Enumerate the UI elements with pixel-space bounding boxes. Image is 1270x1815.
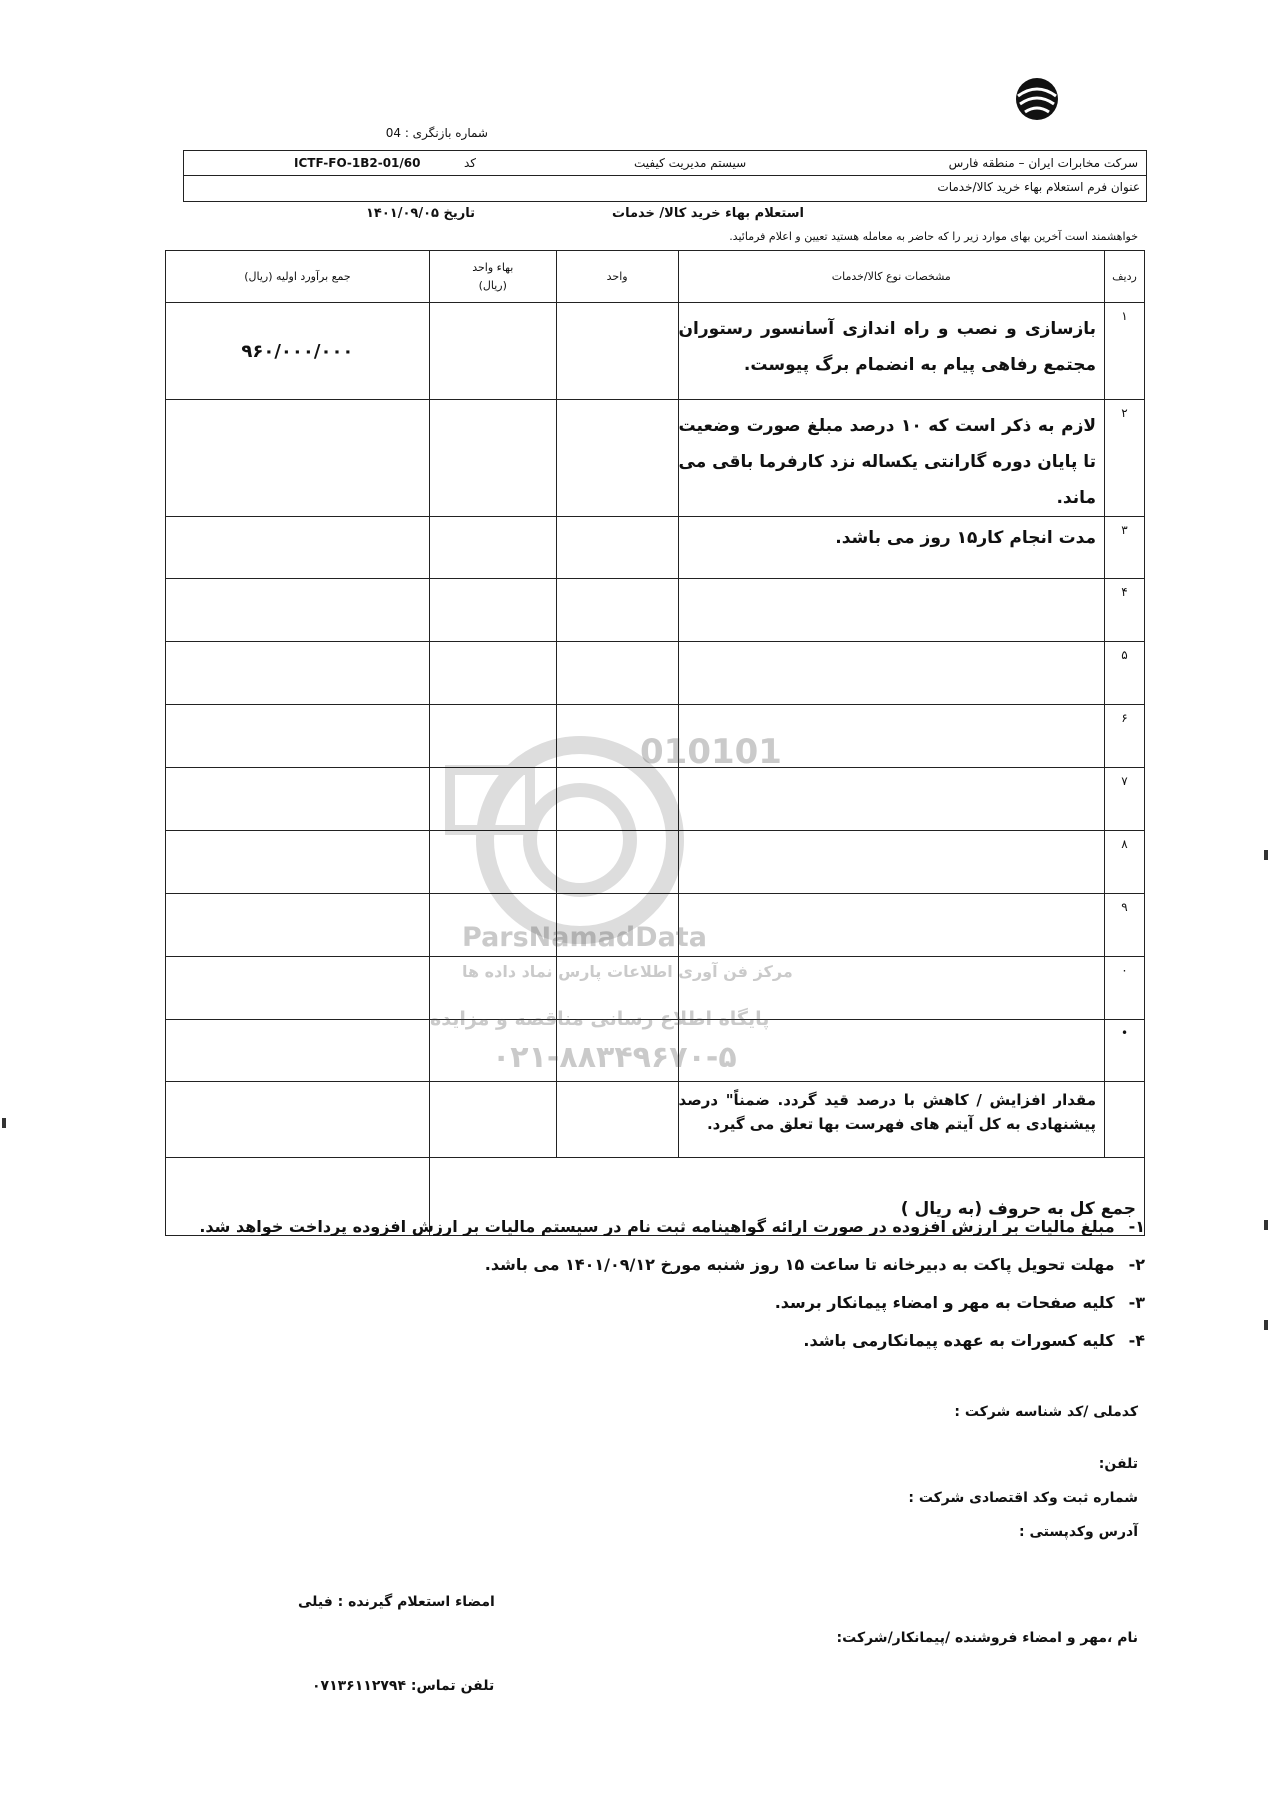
col-unit-price: بهاء واحد (ریال) <box>429 251 556 303</box>
row-description: بازسازی و نصب و راه اندازی آسانسور رستوران مجتمع رفاهی پیام به انضمام برگ پیوست. <box>678 303 1105 400</box>
margin-mark <box>1264 850 1268 860</box>
row-description: مدت انجام کار۱۵ روز می باشد. <box>678 517 1105 579</box>
col-row: ردیف <box>1105 251 1145 303</box>
note-item: ۴-کلیه کسورات به عهده پیمانکارمی باشد. <box>803 1331 1145 1350</box>
watermark-line2: پایگاه اطلاع رسانی مناقصه و مزایده <box>430 1008 770 1030</box>
code-label: کد <box>464 156 477 170</box>
table-row: ۵ <box>166 642 1145 705</box>
company-logo-icon <box>1012 74 1062 124</box>
form-header <box>183 150 1147 202</box>
contact-phone: تلفن تماس: ۰۷۱۳۶۱۱۲۷۹۴ <box>312 1678 495 1694</box>
note-item: ۲-مهلت تحویل پاکت به دبیرخانه تا ساعت ۱۵ روز شنبه مورخ ۱۴۰۱/۰۹/۱۲ می باشد. <box>484 1255 1145 1274</box>
margin-mark <box>1264 1220 1268 1230</box>
col-unit: واحد <box>556 251 678 303</box>
margin-mark <box>1264 1320 1268 1330</box>
table-row: ۹ <box>166 894 1145 957</box>
note-item: ۳-کلیه صفحات به مهر و امضاء پیمانکار برسد. <box>774 1293 1145 1312</box>
notes-list <box>145 1212 1145 1364</box>
table-row: ۶ <box>166 705 1145 768</box>
company-name: سرکت مخابرات ایران – منطقه فارس <box>948 156 1138 170</box>
national-id-field: کدملی /کد شناسه شرکت : <box>954 1404 1138 1420</box>
table-row: ۲ لازم به ذکر است که ۱۰ درصد مبلغ صورت وضعیت تا پایان دوره گارانتی یکساله نزد کارفرما باقی می ماند. <box>166 400 1145 517</box>
note-item: ۱-مبلغ مالیات بر ارزش افزوده در صورت ارائه گواهینامه ثبت نام در سیستم مالیات بر ارزش افزوده پرداخت خواهد شد. <box>199 1217 1145 1236</box>
table-row: ۰ <box>166 957 1145 1020</box>
revision-number: شماره بازنگری : 04 <box>385 126 488 140</box>
phone-field: تلفن: <box>1098 1456 1138 1472</box>
inquirer-signature: امضاء استعلام گیرنده : فیلی <box>298 1594 495 1610</box>
table-row: • <box>166 1020 1145 1082</box>
col-description: مشخصات نوع کالا/خدمات <box>678 251 1105 303</box>
table-row: ۷ <box>166 768 1145 831</box>
table-row: ۸ <box>166 831 1145 894</box>
system-name: سیستم مدیریت کیفیت <box>634 156 747 170</box>
watermark-line1: مرکز فن آوری اطلاعات پارس نماد داده ها <box>462 962 793 981</box>
vendor-signature-field: نام ،مهر و امضاء فروشنده /پیمانکار/شرکت: <box>836 1630 1138 1646</box>
watermark-brand: ParsNamadData <box>462 922 707 953</box>
intro-text: خواهشمند است آخرین بهای موارد زیر را که حاضر به معامله هستید تعیین و اعلام فرمائید. <box>729 230 1138 243</box>
col-estimate: جمع برآورد اولیه (ریال) <box>166 251 430 303</box>
margin-mark <box>2 1118 6 1128</box>
watermark-phone: ۰۲۱-۸۸۳۴۹۶۷۰-۵ <box>492 1040 737 1075</box>
table-row <box>166 1082 1145 1158</box>
row-estimate: ۹۶۰/۰۰۰/۰۰۰ <box>166 303 430 400</box>
address-field: آدرس وکدپستی : <box>1018 1524 1138 1540</box>
watermark-digits: 010101 <box>640 732 782 772</box>
form-title: عنوان فرم استعلام بهاء خرید کالا/خدمات <box>937 180 1140 194</box>
table-row: ۱ بازسازی و نصب و راه اندازی آسانسور رستوران مجتمع رفاهی پیام به انضمام برگ پیوست. ۹۶۰/۰۰۰/۰۰۰ <box>166 303 1145 400</box>
table-row: ۳ مدت انجام کار۱۵ روز می باشد. <box>166 517 1145 579</box>
form-date: تاریخ ۱۴۰۱/۰۹/۰۵ <box>366 206 476 221</box>
page-subtitle: استعلام بهاء خرید کالا/ خدمات <box>612 206 804 221</box>
table-row: ۴ <box>166 579 1145 642</box>
total-label: جمع کل به حروف (به ریال ) <box>429 1158 1144 1236</box>
table-header-row <box>166 251 1145 303</box>
form-code: ICTF-FO-1B2-01/60 <box>294 156 421 170</box>
row-description: لازم به ذکر است که ۱۰ درصد مبلغ صورت وضعیت تا پایان دوره گارانتی یکساله نزد کارفرما باقی می ماند. <box>678 400 1105 517</box>
watermark-logo <box>430 730 830 1090</box>
row-description: مقدار افزایش / کاهش با درصد قید گردد. ضمناً" درصد پیشنهادی به کل آیتم های فهرست بها تعلق می گیرد. <box>678 1082 1105 1158</box>
registration-field: شماره ثبت وکد اقتصادی شرکت : <box>908 1490 1138 1506</box>
